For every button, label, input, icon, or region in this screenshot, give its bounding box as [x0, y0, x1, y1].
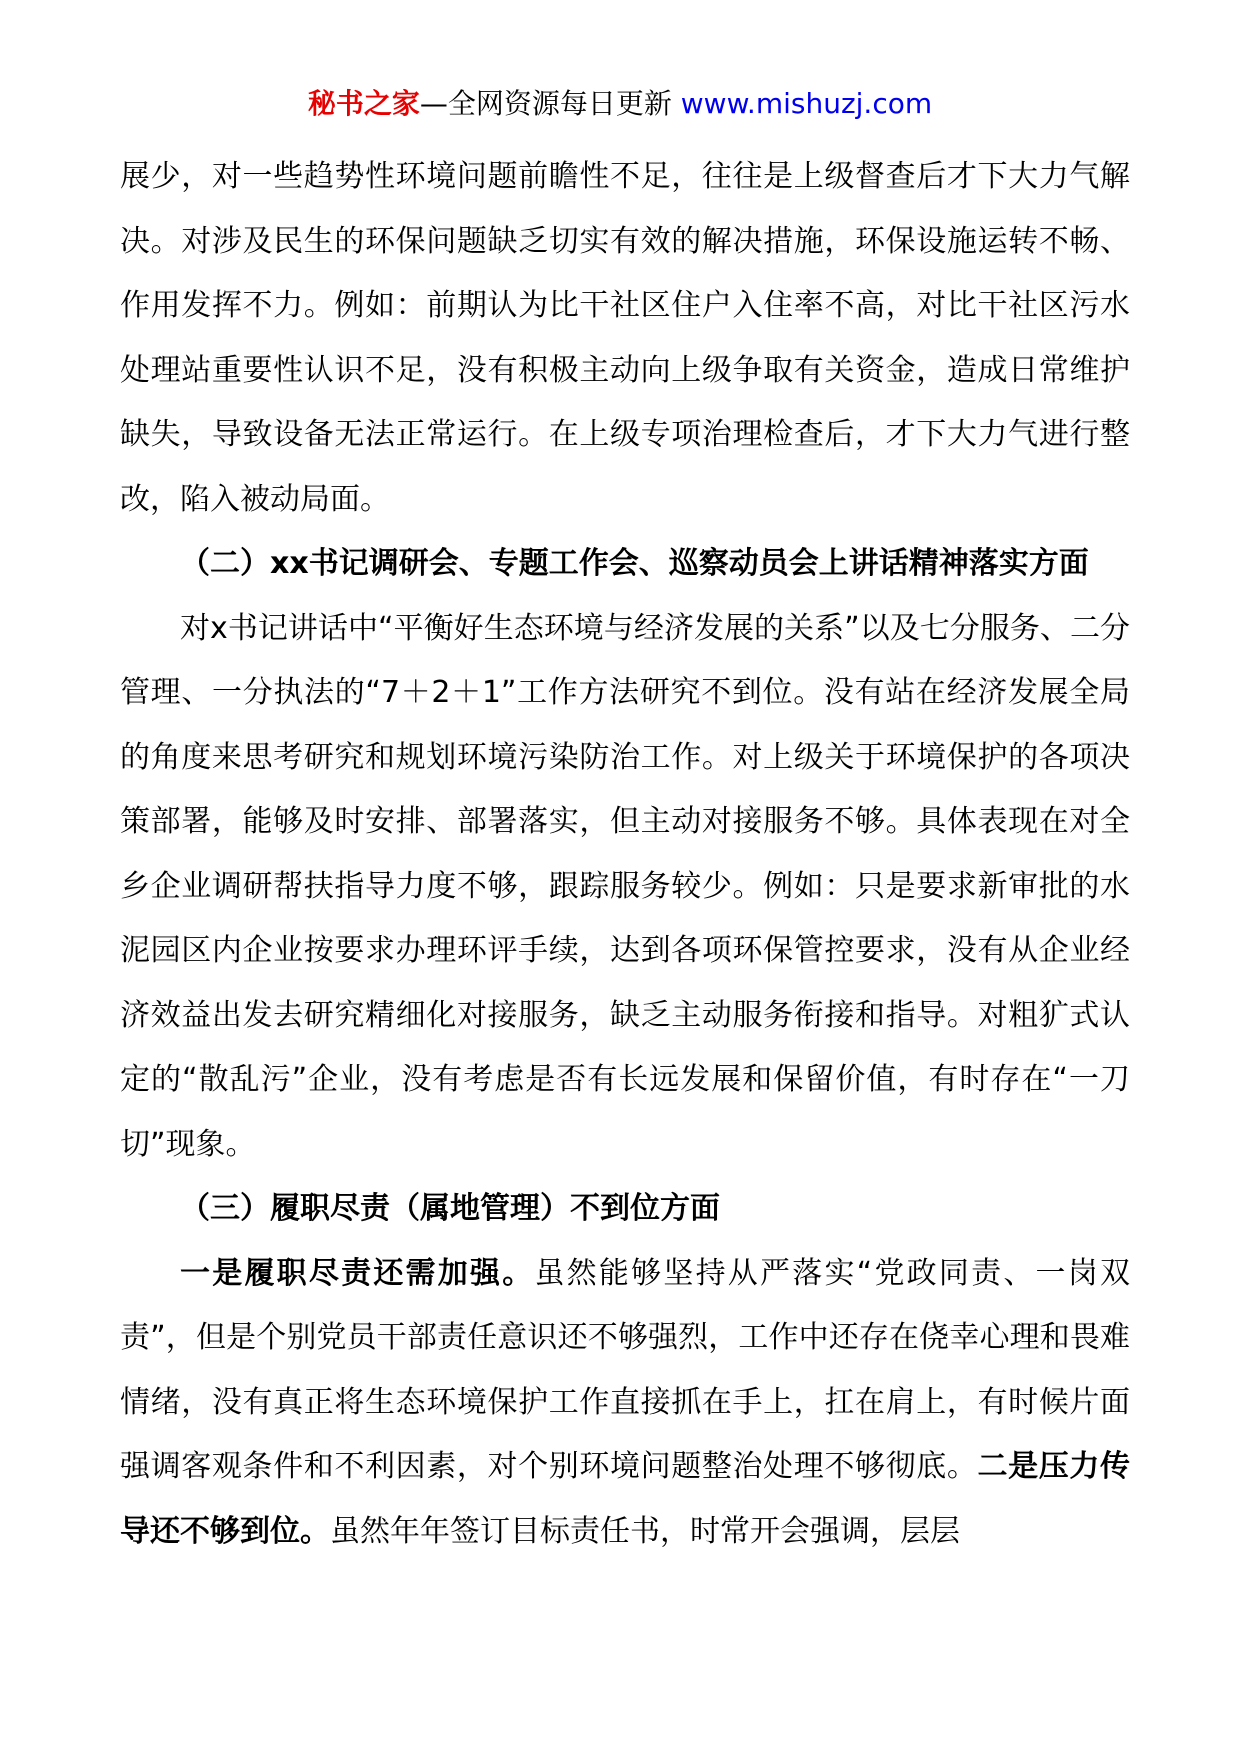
point-1-text: 虽然能够坚持从严落实“党政同责、一岗双责”，但是个别党员干部责任意识还不够强烈，工作中还存在侥幸心理和畏难情绪，没有真正将生态环境保护工作直接抓在手上，扛在肩上，有时候片面强调客观条件和不利因素，对个别环境问题整治处理不够彻底。 — [120, 1255, 1130, 1484]
point-2-text: 虽然年年签订目标责任书，时常开会强调，层层 — [330, 1513, 960, 1549]
section-heading-3: （三）履职尽责（属地管理）不到位方面 — [180, 1191, 720, 1226]
header-tagline: —全网资源每日更新 — [419, 87, 681, 120]
point-1-title: 一是履职尽责还需加强。 — [180, 1255, 535, 1291]
site-link[interactable]: www.mishuzj.com — [680, 87, 933, 120]
section-heading-2: （二）xx书记调研会、专题工作会、巡察动员会上讲话精神落实方面 — [180, 546, 1089, 581]
brand-name: 秘书之家 — [307, 87, 420, 120]
document-body — [120, 145, 1130, 1564]
paragraph-1: 展少，对一些趋势性环境问题前瞻性不足，往往是上级督查后才下大力气解决。对涉及民生的环保问题缺乏切实有效的解决措施，环保设施运转不畅、作用发挥不力。例如：前期认为比干社区住户入住率不高，对比干社区污水处理站重要性认识不足，没有积极主动向上级争取有关资金，造成日常维护缺失，导致设备无法正常运行。在上级专项治理检查后，才下大力气进行整改，陷入被动局面。 — [120, 159, 1130, 517]
paragraph-2: 对x书记讲话中“平衡好生态环境与经济发展的关系”以及七分服务、二分管理、一分执法的“7＋2＋1”工作方法研究不到位。没有站在经济发展全局的角度来思考研究和规划环境污染防治工作。对上级关于环境保护的各项决策部署，能够及时安排、部署落实，但主动对接服务不够。具体表现在对全乡企业调研帮扶指导力度不够，跟踪服务较少。例如：只是要求新审批的水泥园区内企业按要求办理环评手续，达到各项环保管控要求，没有从企业经济效益出发去研究精细化对接服务，缺乏主动服务衔接和指导。对粗犷式认定的“散乱污”企业，没有考虑是否有长远发展和保留价值，有时存在“一刀切”现象。 — [120, 610, 1130, 1162]
point-2-title: 二是压力传导还不够到位。 — [120, 1449, 1130, 1549]
paragraph-3 — [120, 1242, 1130, 1565]
page-header — [0, 84, 1240, 124]
